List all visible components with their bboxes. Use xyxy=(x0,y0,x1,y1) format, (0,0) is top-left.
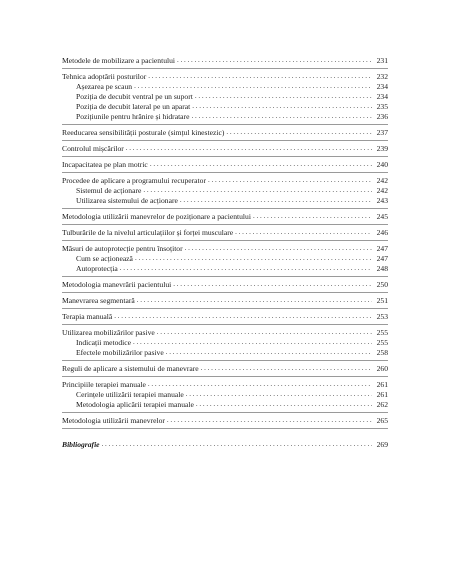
divider xyxy=(62,376,388,377)
toc-subentry[interactable] xyxy=(62,195,388,206)
toc-entry[interactable] xyxy=(62,311,388,322)
toc-entry[interactable] xyxy=(62,227,388,238)
divider xyxy=(62,156,388,157)
dot-leader xyxy=(166,347,372,358)
toc-subentry[interactable] xyxy=(62,347,388,358)
toc-entry-title: Manevrarea segmentară xyxy=(62,296,135,305)
toc-entry-title: Procedee de aplicare a programului recuperator xyxy=(62,176,206,185)
toc-entry-page: 255 xyxy=(376,338,388,347)
toc-entry-page: 251 xyxy=(376,296,388,305)
dot-leader xyxy=(201,363,372,374)
toc-entry-page: 236 xyxy=(376,112,388,121)
divider xyxy=(62,324,388,325)
toc-entry-title: Terapia manuală xyxy=(62,312,113,321)
toc-entry-title: Utilizarea sistemului de acționare xyxy=(76,196,178,205)
toc-entry[interactable] xyxy=(62,295,388,306)
divider xyxy=(62,172,388,173)
divider xyxy=(62,208,388,209)
toc-entry-page: 243 xyxy=(376,196,388,205)
dot-leader xyxy=(167,415,372,426)
toc-entry-title: Metodele de mobilizare a pacientului xyxy=(62,56,176,65)
toc-entry-page: 269 xyxy=(376,440,388,449)
dot-leader xyxy=(126,143,372,154)
dot-leader xyxy=(102,439,372,450)
toc-entry-title: Tehnica adoptării posturilor xyxy=(62,72,147,81)
toc-entry-page: 250 xyxy=(376,280,388,289)
toc-entry-page: 242 xyxy=(376,176,388,185)
toc-entry-title: Principiile terapiei manuale xyxy=(62,380,146,389)
toc-entry-title: Cerințele utilizării terapiei manuale xyxy=(76,390,184,399)
dot-leader xyxy=(173,279,372,290)
toc-entry-title: Poziția de decubit ventral pe un suport xyxy=(76,92,193,101)
toc-entry-page: 265 xyxy=(376,416,388,425)
toc-entry-title: Metodologia manevrării pacientului xyxy=(62,280,172,289)
dot-leader xyxy=(180,195,372,206)
dot-leader xyxy=(253,211,372,222)
toc-entry-page: 255 xyxy=(376,328,388,337)
toc-entry-page: 248 xyxy=(376,264,388,273)
toc-entry-page: 231 xyxy=(376,56,388,65)
dot-leader xyxy=(226,127,372,138)
toc-entry-title: Măsuri de autoprotecție pentru însoțitor xyxy=(62,244,183,253)
toc-entry-title: Așezarea pe scaun xyxy=(76,82,133,91)
toc-entry[interactable] xyxy=(62,279,388,290)
dot-leader xyxy=(235,227,372,238)
toc-entry-page: 240 xyxy=(376,160,388,169)
toc-entry-title: Sistemul de acționare xyxy=(76,186,142,195)
toc-subentry[interactable] xyxy=(62,399,388,410)
toc-entry-page: 247 xyxy=(376,254,388,263)
divider xyxy=(62,308,388,309)
toc-entry-page: 234 xyxy=(376,82,388,91)
toc-subentry[interactable] xyxy=(62,263,388,274)
toc-entry-title: Bibliografie xyxy=(62,440,100,449)
divider xyxy=(62,68,388,69)
toc-entry-title: Efectele mobilizărilor pasive xyxy=(76,348,164,357)
toc-entry-title: Cum se acționează xyxy=(76,254,133,263)
toc-entry[interactable] xyxy=(62,211,388,222)
dot-leader xyxy=(196,399,372,410)
toc-entry-page: 242 xyxy=(376,186,388,195)
divider xyxy=(62,224,388,225)
toc-entry-page: 234 xyxy=(376,92,388,101)
toc-entry-title: Incapacitatea pe plan motric xyxy=(62,160,148,169)
divider xyxy=(62,292,388,293)
toc-entry-page: 253 xyxy=(376,312,388,321)
toc-entry-title: Tulburările de la nivelul articulațiilor și forței musculare xyxy=(62,228,234,237)
toc-entry[interactable] xyxy=(62,159,388,170)
dot-leader xyxy=(191,111,372,122)
toc-entry[interactable] xyxy=(62,127,388,138)
toc-entry-page: 261 xyxy=(376,390,388,399)
dot-leader xyxy=(137,295,372,306)
toc-entry-page: 247 xyxy=(376,244,388,253)
toc-entry-title: Autoprotecția xyxy=(76,264,118,273)
toc-entry-page: 232 xyxy=(376,72,388,81)
divider xyxy=(62,124,388,125)
toc-subentry[interactable] xyxy=(62,111,388,122)
toc-entry-page: 239 xyxy=(376,144,388,153)
toc-entry-page: 245 xyxy=(376,212,388,221)
toc-entry-page: 261 xyxy=(376,380,388,389)
toc-entry-page: 246 xyxy=(376,228,388,237)
toc-entry-title: Poziția de decubit lateral pe un aparat xyxy=(76,102,191,111)
divider xyxy=(62,240,388,241)
toc-entry-bibliography[interactable] xyxy=(62,439,388,450)
toc-entry-title: Utilizarea mobilizărilor pasive xyxy=(62,328,155,337)
toc-entry-page: 237 xyxy=(376,128,388,137)
dot-leader xyxy=(177,55,372,66)
divider xyxy=(62,140,388,141)
toc-entry[interactable] xyxy=(62,143,388,154)
toc-entry[interactable] xyxy=(62,415,388,426)
toc-entry-page: 235 xyxy=(376,102,388,111)
toc-entry-title: Indicații metodice xyxy=(76,338,132,347)
toc-entry-title: Reeducarea sensibilității posturale (simțul kinestezic) xyxy=(62,128,225,137)
toc-entry-title: Controlul mișcărilor xyxy=(62,144,124,153)
dot-leader xyxy=(114,311,372,322)
toc-entry-title: Reguli de aplicare a sistemului de manevrare xyxy=(62,364,199,373)
toc-entry-page: 262 xyxy=(376,400,388,409)
toc-entry-title: Metodologia utilizării manevrelor xyxy=(62,416,165,425)
toc-entry[interactable] xyxy=(62,55,388,66)
toc-entry-title: Metodologia aplicării terapiei manuale xyxy=(76,400,194,409)
toc-entry[interactable] xyxy=(62,363,388,374)
toc-entry-page: 260 xyxy=(376,364,388,373)
dot-leader xyxy=(120,263,372,274)
divider xyxy=(62,276,388,277)
toc-entry-title: Metodologia utilizării manevrelor de poziționare a pacientului xyxy=(62,212,251,221)
dot-leader xyxy=(150,159,372,170)
divider xyxy=(62,412,388,413)
divider xyxy=(62,428,388,429)
toc-entry-page: 258 xyxy=(376,348,388,357)
toc-entry-title: Pozițiunile pentru hrănire și hidratare xyxy=(76,112,190,121)
divider xyxy=(62,360,388,361)
